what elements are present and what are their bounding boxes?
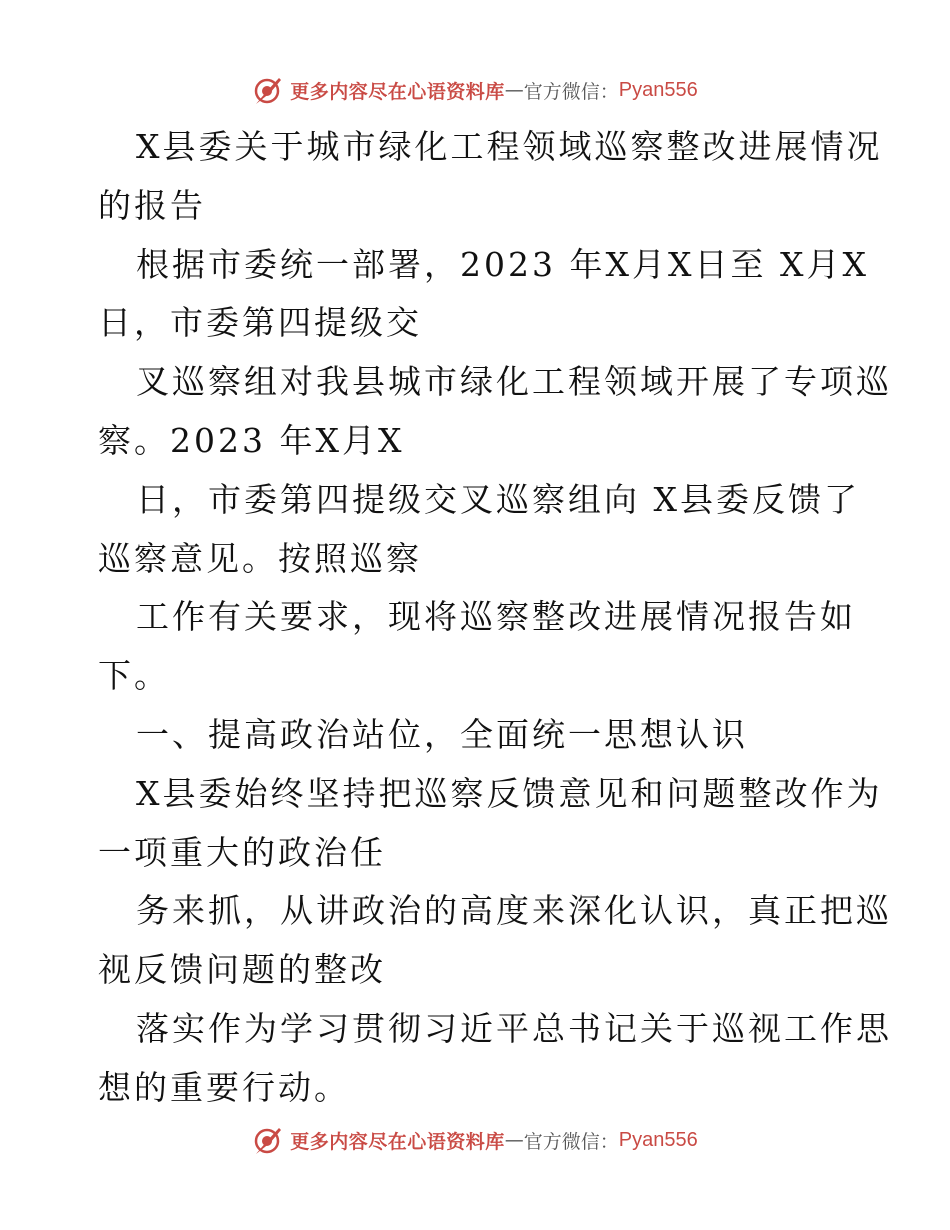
- banner-separator: —: [504, 79, 524, 101]
- wechat-id: Pyan556: [618, 1128, 698, 1151]
- brand-text: 更多内容尽在心语资料库: [290, 80, 505, 103]
- document-line: 一项重大的政治任: [98, 832, 386, 872]
- document-line: 视反馈问题的整改: [98, 950, 386, 990]
- banner-separator: —: [504, 1129, 524, 1151]
- document-line: X县委始终坚持把巡察反馈意见和问题整改作为: [136, 773, 883, 813]
- wechat-label: 官方微信：: [523, 80, 619, 103]
- document-line: 察。2023 年X月X: [98, 420, 405, 460]
- brand-text: 更多内容尽在心语资料库: [290, 1130, 505, 1153]
- document-line: 巡察意见。按照巡察: [98, 538, 422, 578]
- document-body: [98, 118, 892, 1118]
- document-line: 叉巡察组对我县城市绿化工程领域开展了专项巡: [136, 362, 892, 402]
- document-line: 日，市委第四提级交: [98, 303, 422, 343]
- document-line: 工作有关要求，现将巡察整改进展情况报告如: [136, 597, 856, 637]
- quill-circle-logo: [252, 74, 284, 106]
- header-banner: [0, 70, 950, 110]
- wechat-id: Pyan556: [618, 78, 698, 101]
- document-line: 根据市委统一部署，2023 年X月X日至 X月X: [136, 244, 869, 284]
- document-line: X县委关于城市绿化工程领域巡察整改进展情况: [136, 127, 883, 166]
- document-line: 的报告: [98, 185, 206, 225]
- footer-banner: [0, 1120, 950, 1160]
- document-line: 务来抓，从讲政治的高度来深化认识，真正把巡: [136, 891, 892, 931]
- document-line: 日，市委第四提级交叉巡察组向 X县委反馈了: [136, 479, 860, 519]
- wechat-label: 官方微信：: [523, 1130, 619, 1153]
- quill-circle-logo: [252, 1124, 284, 1156]
- document-line: 下。: [98, 656, 170, 696]
- document-line: 想的重要行动。: [98, 1067, 350, 1107]
- document-line: 落实作为学习贯彻习近平总书记关于巡视工作思: [136, 1008, 892, 1048]
- document-line: 一、提高政治站位，全面统一思想认识: [136, 714, 748, 754]
